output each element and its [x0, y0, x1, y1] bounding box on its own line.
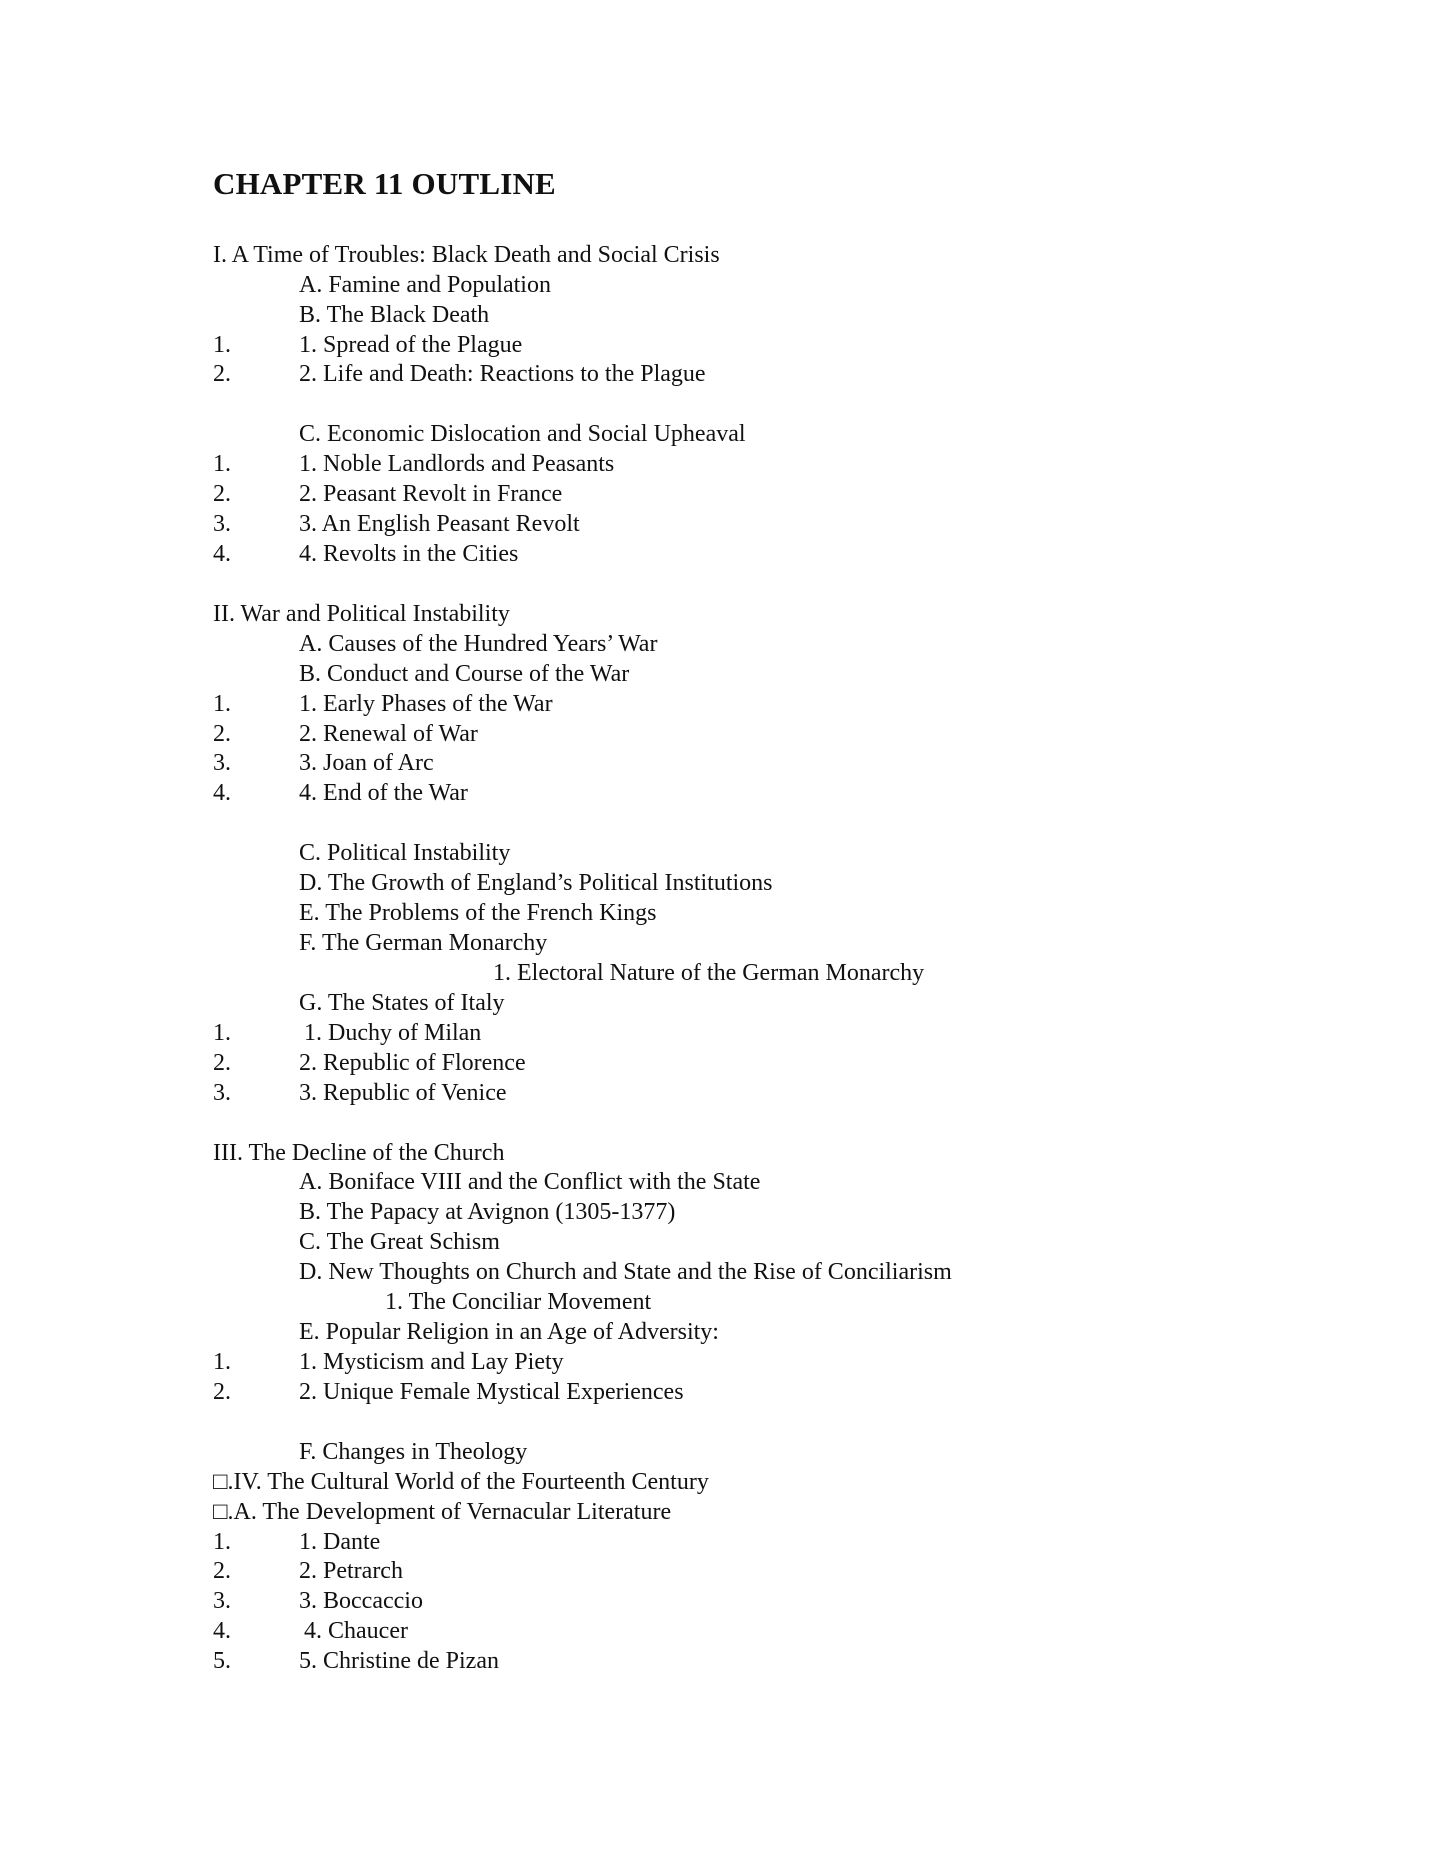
list-marker: 3.	[213, 511, 231, 537]
list-marker: 1.	[213, 691, 231, 717]
list-marker: 5.	[213, 1648, 231, 1674]
outline-item: A. Boniface VIII and the Conflict with the State	[299, 1169, 761, 1195]
outline-item: 2. Petrarch	[299, 1558, 403, 1584]
outline-item: 2. Life and Death: Reactions to the Plague	[299, 361, 706, 387]
outline-heading: II. War and Political Instability	[213, 601, 510, 627]
outline-item: 1. Mysticism and Lay Piety	[299, 1349, 564, 1375]
outline-item: 3. Republic of Venice	[299, 1080, 507, 1106]
list-marker: 1.	[213, 332, 231, 358]
outline-item: B. The Papacy at Avignon (1305-1377)	[299, 1199, 676, 1225]
outline-heading: □.IV. The Cultural World of the Fourteenth Century	[213, 1469, 709, 1495]
outline-item: 1. Spread of the Plague	[299, 332, 523, 358]
list-marker: 2.	[213, 481, 231, 507]
list-marker: 4.	[213, 541, 231, 567]
outline-item: 1. Dante	[299, 1529, 381, 1555]
list-marker: 4.	[213, 1618, 231, 1644]
outline-subitem: 1. Electoral Nature of the German Monarchy	[493, 960, 925, 986]
outline-item: E. The Problems of the French Kings	[299, 900, 657, 926]
outline-item: D. New Thoughts on Church and State and the Rise of Conciliarism	[299, 1259, 952, 1285]
list-marker: 1.	[213, 1020, 231, 1046]
outline-item: D. The Growth of England’s Political Institutions	[299, 870, 773, 896]
outline-item: 3. An English Peasant Revolt	[299, 511, 580, 537]
outline-item: 4. End of the War	[299, 780, 468, 806]
list-marker: 2.	[213, 361, 231, 387]
outline-heading: III. The Decline of the Church	[213, 1140, 505, 1166]
list-marker: 1.	[213, 1529, 231, 1555]
outline-item: 1. Early Phases of the War	[299, 691, 553, 717]
list-marker: 2.	[213, 1050, 231, 1076]
list-marker: 1.	[213, 1349, 231, 1375]
outline-subitem: 1. The Conciliar Movement	[385, 1289, 652, 1315]
list-marker: 2.	[213, 721, 231, 747]
outline-item: B. The Black Death	[299, 302, 490, 328]
outline-item: C. Economic Dislocation and Social Upheaval	[299, 421, 746, 447]
list-marker: 4.	[213, 780, 231, 806]
outline-item: 5. Christine de Pizan	[299, 1648, 499, 1674]
outline-item: 2. Republic of Florence	[299, 1050, 526, 1076]
outline-item: 4. Revolts in the Cities	[299, 541, 519, 567]
outline-item: F. Changes in Theology	[299, 1439, 528, 1465]
outline-item: A. Famine and Population	[299, 272, 551, 298]
outline-item: 1. Duchy of Milan	[304, 1020, 482, 1046]
list-marker: 2.	[213, 1558, 231, 1584]
outline-item: F. The German Monarchy	[299, 930, 548, 956]
outline-item: G. The States of Italy	[299, 990, 505, 1016]
outline-item: 3. Joan of Arc	[299, 750, 434, 776]
outline-item: □.A. The Development of Vernacular Literature	[213, 1499, 672, 1525]
outline-item: E. Popular Religion in an Age of Adversity:	[299, 1319, 719, 1345]
outline-item: B. Conduct and Course of the War	[299, 661, 630, 687]
list-marker: 3.	[213, 750, 231, 776]
list-marker: 1.	[213, 451, 231, 477]
list-marker: 3.	[213, 1588, 231, 1614]
outline-item: C. The Great Schism	[299, 1229, 500, 1255]
list-marker: 2.	[213, 1379, 231, 1405]
outline-item: 2. Unique Female Mystical Experiences	[299, 1379, 684, 1405]
outline-item: 2. Renewal of War	[299, 721, 478, 747]
outline-item: 2. Peasant Revolt in France	[299, 481, 563, 507]
outline-item: C. Political Instability	[299, 840, 511, 866]
outline-item: 4. Chaucer	[304, 1618, 408, 1644]
outline-item: 1. Noble Landlords and Peasants	[299, 451, 615, 477]
outline-item: A. Causes of the Hundred Years’ War	[299, 631, 658, 657]
list-marker: 3.	[213, 1080, 231, 1106]
outline-heading: I. A Time of Troubles: Black Death and Social Crisis	[213, 242, 720, 268]
page-title: CHAPTER 11 OUTLINE	[213, 166, 556, 201]
outline-item: 3. Boccaccio	[299, 1588, 423, 1614]
